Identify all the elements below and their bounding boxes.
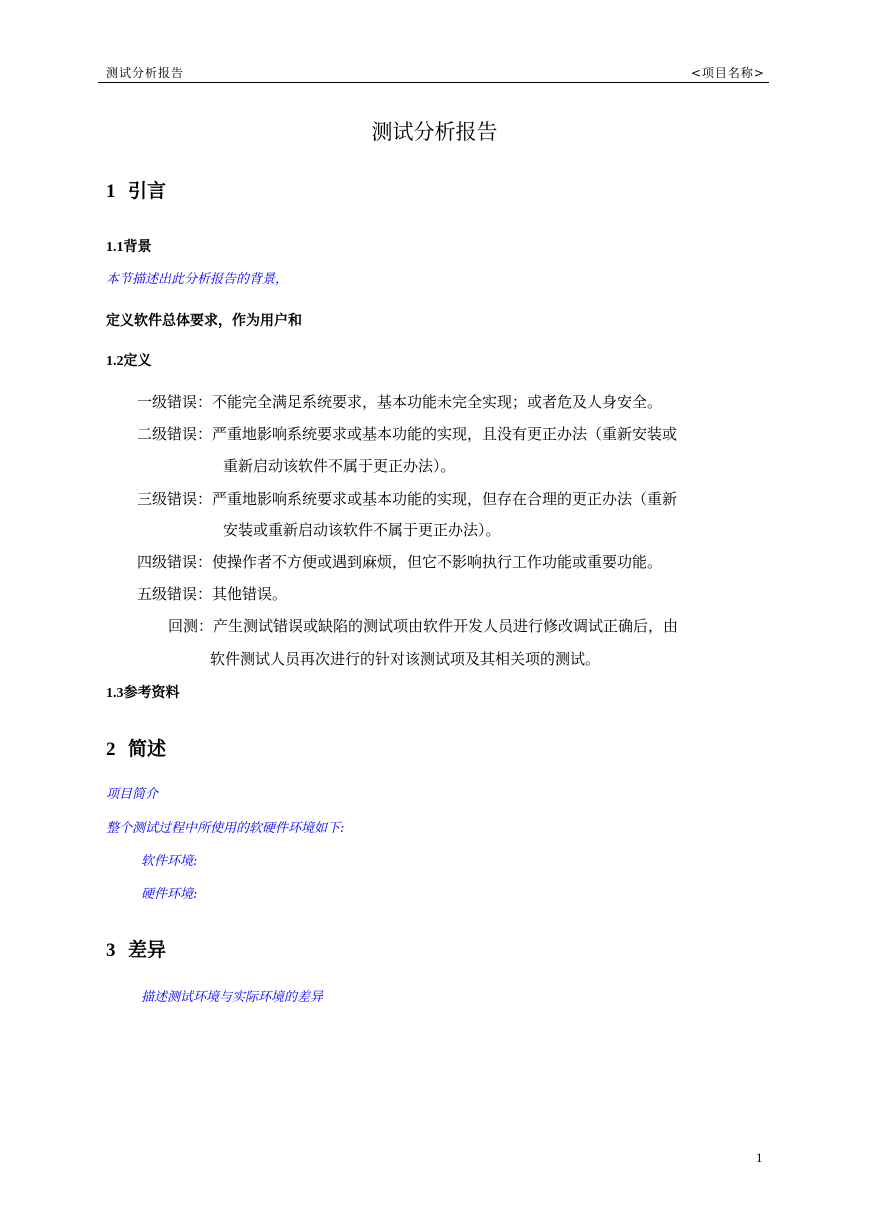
document-title: 测试分析报告: [371, 120, 498, 144]
difference-note: 描述测试环境与实际环境的差异: [141, 990, 324, 1005]
definition-line: 一级错误：不能完全满足系统要求，基本功能未完全实现；或者危及人身安全。: [137, 393, 663, 411]
section-1-1-heading: [106, 236, 152, 256]
section-1-3-heading: [106, 682, 180, 702]
section-1-1-title: 背景: [123, 239, 152, 255]
section-3-title: 差异: [128, 939, 167, 961]
section-2-heading: [106, 734, 166, 761]
page-number: 1: [756, 1150, 763, 1165]
background-note: 本节描述出此分析报告的背景，: [106, 272, 289, 287]
header-project-name: <项目名称>: [690, 66, 765, 80]
section-1-2-heading: [106, 350, 152, 370]
section-2-title: 简述: [128, 738, 167, 760]
section-1-1-number: 1.1: [106, 240, 124, 255]
section-1-2-number: 1.2: [106, 354, 124, 369]
section-2-number: 2: [106, 739, 116, 760]
section-1-number: 1: [106, 181, 116, 202]
hardware-environment-note: 硬件环境:: [141, 887, 198, 902]
section-1-title: 引言: [128, 180, 167, 202]
definition-line: 四级错误：使操作者不方便或遇到麻烦，但它不影响执行工作功能或重要功能。: [137, 553, 663, 571]
section-3-heading: [106, 935, 166, 962]
definition-line: 重新启动该软件不属于更正办法）。: [223, 457, 456, 475]
page-header: [98, 62, 769, 83]
background-bold-line: 定义软件总体要求，作为用户和: [106, 313, 302, 329]
environment-note: 整个测试过程中所使用的软硬件环境如下:: [106, 821, 345, 836]
definition-line: 二级错误：严重地影响系统要求或基本功能的实现，且没有更正办法（重新安装或: [137, 425, 678, 443]
section-1-2-title: 定义: [123, 353, 152, 369]
section-1-3-title: 参考资料: [123, 685, 180, 701]
definition-line: 五级错误：其他错误。: [137, 585, 288, 603]
definition-line: 回测：产生测试错误或缺陷的测试项由软件开发人员进行修改调试正确后，由: [168, 617, 679, 635]
section-1-heading: [106, 176, 166, 203]
software-environment-note: 软件环境:: [141, 854, 198, 869]
definition-line: 软件测试人员再次进行的针对该测试项及其相关项的测试。: [210, 650, 601, 668]
section-1-3-number: 1.3: [106, 686, 124, 701]
header-left-title: 测试分析报告: [106, 66, 185, 80]
definition-line: 三级错误：严重地影响系统要求或基本功能的实现，但存在合理的更正办法（重新: [137, 490, 678, 508]
project-intro-note: 项目简介: [106, 787, 159, 802]
definition-line: 安装或重新启动该软件不属于更正办法）。: [223, 521, 501, 539]
section-3-number: 3: [106, 940, 116, 961]
